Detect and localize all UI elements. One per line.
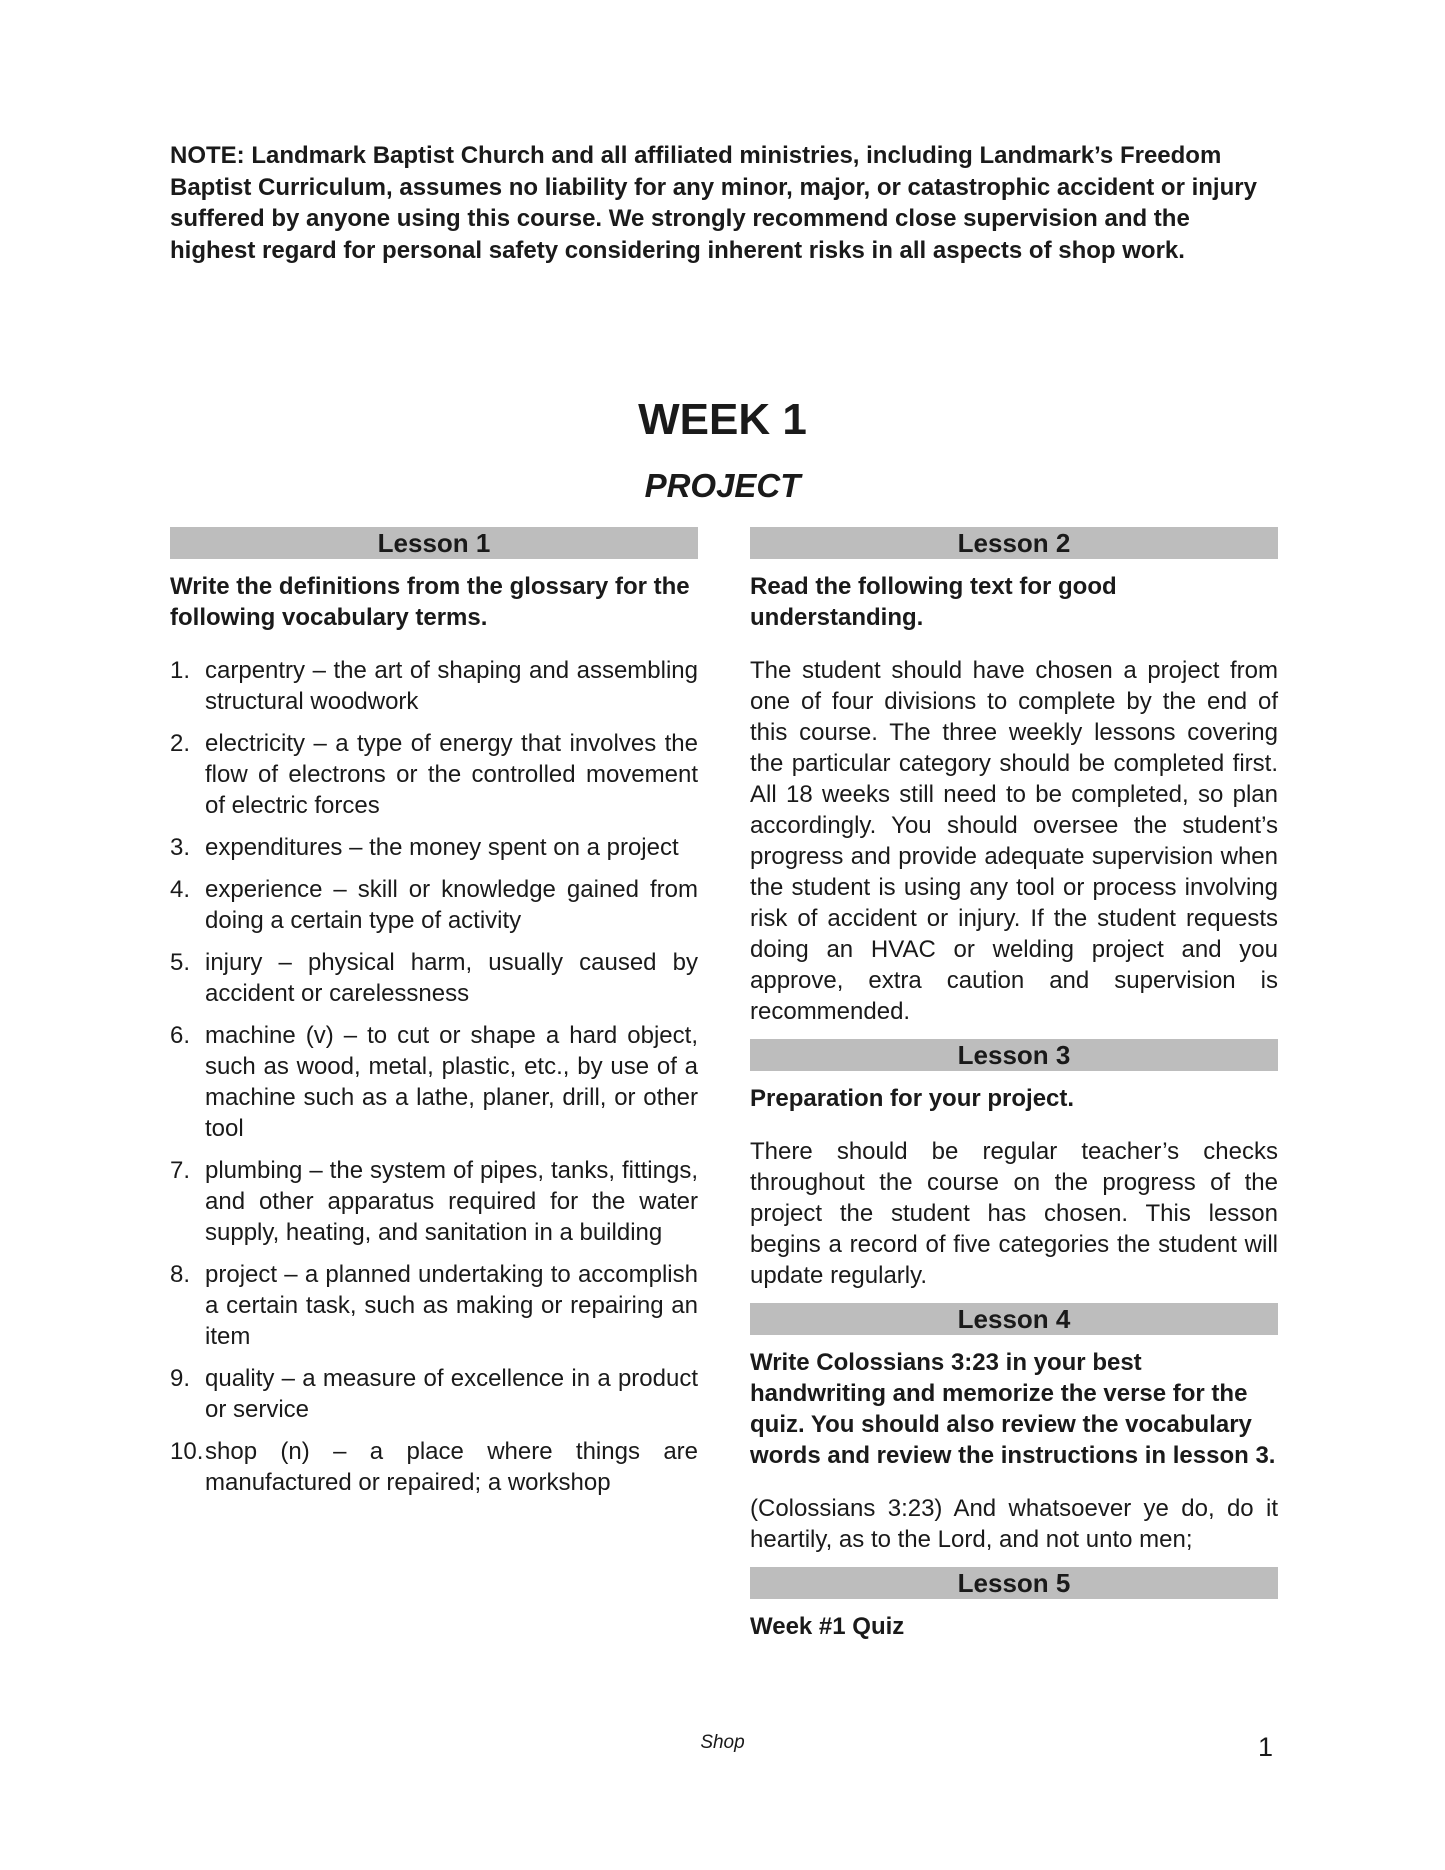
lesson-3-instruction: Preparation for your project. <box>750 1085 1075 1112</box>
week-subtitle: PROJECT <box>644 467 801 504</box>
left-column <box>170 527 698 1509</box>
lesson-5-heading: Lesson 5 <box>750 1567 1278 1599</box>
page-number: 1 <box>1258 1732 1274 1762</box>
lesson-4-instruction: Write Colossians 3:23 in your best handwriting and memorize the verse for the quiz. You should also review the vocabulary words and review the instructions in lesson 3. <box>750 1349 1276 1469</box>
lesson-1-heading: Lesson 1 <box>170 527 698 559</box>
lesson-3-body: There should be regular teacher’s checks throughout the course on the progress of the project the student has chosen. This lesson begins a record of five categories the student will update regularly. <box>750 1138 1278 1289</box>
lesson-2-heading: Lesson 2 <box>750 527 1278 559</box>
lesson-3-heading: Lesson 3 <box>750 1039 1278 1071</box>
list-item: 10. shop (n) – a place where things are manufactured or repaired; a workshop <box>170 1438 698 1496</box>
lesson-5-instruction: Week #1 Quiz <box>750 1613 905 1640</box>
footer-label: Shop <box>700 1732 745 1753</box>
lesson-2-instruction: Read the following text for good understanding. <box>750 573 1117 631</box>
list-item: 1. carpentry – the art of shaping and assembling structural woodwork <box>170 657 698 715</box>
list-item: 2. electricity – a type of energy that involves the flow of electrons or the controlled movement of electric forces <box>170 730 698 819</box>
list-item: 5. injury – physical harm, usually caused by accident or carelessness <box>170 949 698 1007</box>
week-title: WEEK 1 <box>638 395 807 444</box>
list-item: 6. machine (v) – to cut or shape a hard object, such as wood, metal, plastic, etc., by use of a machine such as a lathe, planer, drill, or other tool <box>170 1022 698 1142</box>
list-item: 9. quality – a measure of excellence in a product or service <box>170 1365 698 1423</box>
list-item: 4. experience – skill or knowledge gained from doing a certain type of activity <box>170 876 698 934</box>
list-item: 7. plumbing – the system of pipes, tanks, fittings, and other apparatus required for the water supply, heating, and sanitation in a building <box>170 1157 698 1246</box>
vocabulary-list <box>170 655 698 1498</box>
lesson-4-heading: Lesson 4 <box>750 1303 1278 1335</box>
lesson-1-instruction: Write the definitions from the glossary for the following vocabulary terms. <box>170 573 690 631</box>
right-column <box>750 527 1278 1642</box>
list-item: 8. project – a planned undertaking to accomplish a certain task, such as making or repairing an item <box>170 1261 698 1350</box>
list-item: 3. expenditures – the money spent on a project <box>170 834 679 861</box>
liability-note: NOTE: Landmark Baptist Church and all affiliated ministries, including Landmark’s Freedom Baptist Curriculum, assumes no liability for any minor, major, or catastrophic accident or injury suffered by anyone using this course. We strongly recommend close supervision and the highest regard for personal safety considering inherent risks in all aspects of shop work. <box>170 142 1257 264</box>
lesson-4-verse: (Colossians 3:23) And whatsoever ye do, do it heartily, as to the Lord, and not unto men; <box>750 1495 1278 1553</box>
lesson-2-body: The student should have chosen a project from one of four divisions to complete by the end of this course. The three weekly lessons covering the particular category should be completed first. All 18 weeks still need to be completed, so plan accordingly. You should oversee the student’s progress and provide adequate supervision when the student is using any tool or process involving risk of accident or injury. If the student requests doing an HVAC or welding project and you approve, extra caution and supervision is recommended. <box>750 657 1278 1025</box>
